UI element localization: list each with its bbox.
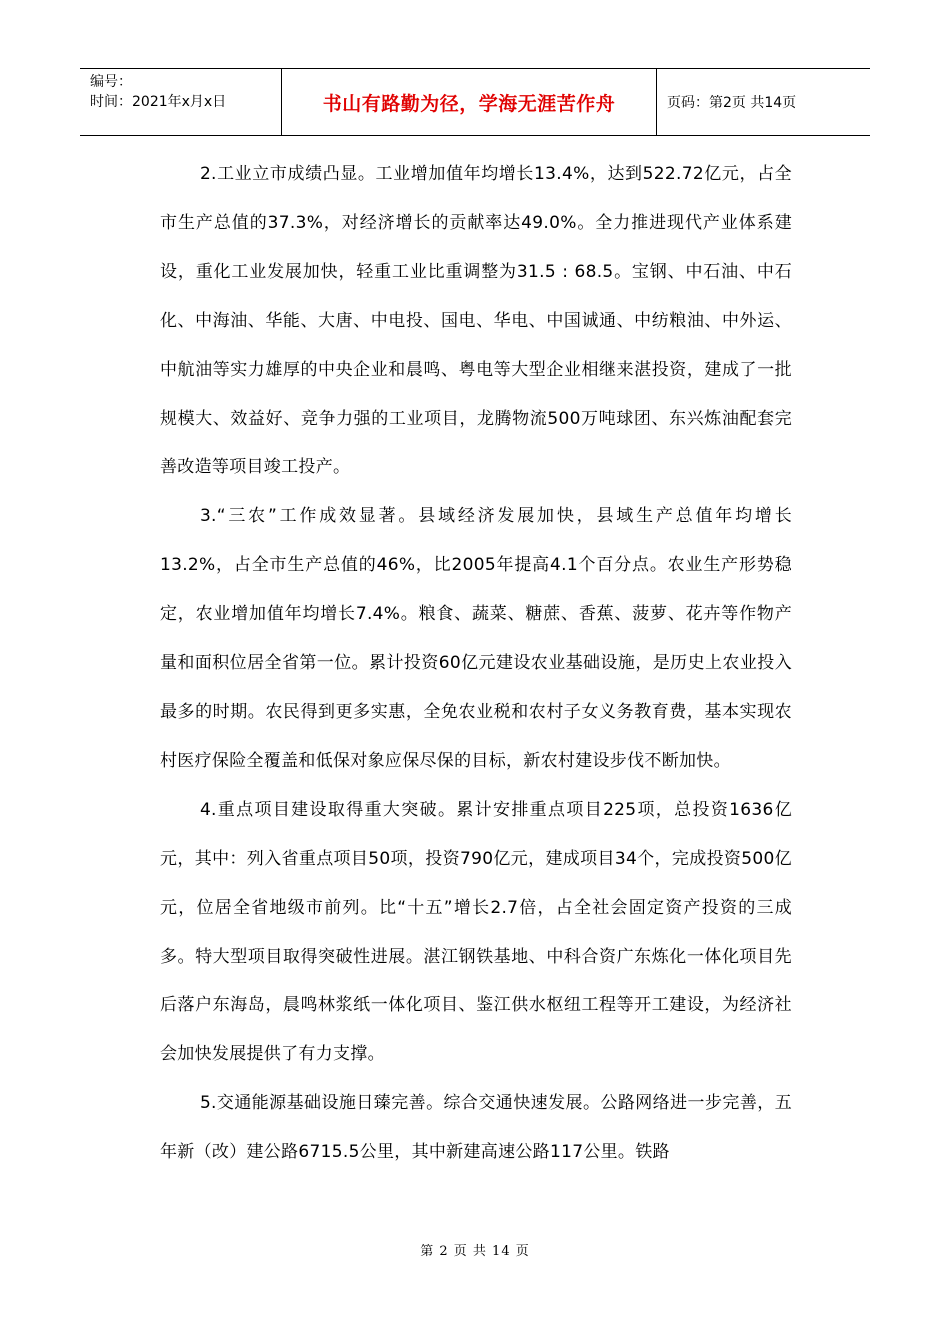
page-footer: 第 2 页 共 14 页: [420, 1244, 530, 1259]
document-date-label: 时间：2021年x月x日: [90, 94, 227, 110]
header-page-label: 页码：第2页 共14页: [667, 95, 797, 111]
document-header: [80, 68, 870, 136]
document-body: [160, 150, 792, 1177]
header-meta: [80, 69, 282, 135]
document-number-label: 编号：: [90, 74, 132, 90]
header-page-info: [657, 69, 870, 135]
paragraph-agriculture: 3.“三农”工作成效显著。县域经济发展加快，县域生产总值年均增长13.2%，占全市生产总值的46%，比2005年提高4.1个百分点。农业生产形势稳定，农业增加值年均增长7.4%。粮食、蔬菜、糖蔗、香蕉、菠萝、花卉等作物产量和面积位居全省第一位。累计投资60亿元建设农业基础设施，是历史上农业投入最多的时期。农民得到更多实惠，全免农业税和农村子女义务教育费，基本实现农村医疗保险全覆盖和低保对象应保尽保的目标，新农村建设步伐不断加快。: [160, 506, 792, 771]
paragraph-industry: 2.工业立市成绩凸显。工业增加值年均增长13.4%，达到522.72亿元，占全市生产总值的37.3%，对经济增长的贡献率达49.0%。全力推进现代产业体系建设，重化工业发展加快，轻重工业比重调整为31.5 : 68.5。宝钢、中石油、中石化、中海油、华能、大唐、中电投、国电、华电、中国诚通、中纺粮油、中外运、中航油等实力雄厚的中央企业和晨鸣、粤电等大型企业相继来湛投资，建成了一批规模大、效益好、竞争力强的工业项目，龙腾物流500万吨球团、东兴炼油配套完善改造等项目竣工投产。: [160, 164, 792, 478]
paragraph-key-projects: 4.重点项目建设取得重大突破。累计安排重点项目225项，总投资1636亿元，其中：列入省重点项目50项，投资790亿元，建成项目34个，完成投资500亿元，位居全省地级市前列。比“十五”增长2.7倍，占全社会固定资产投资的三成多。特大型项目取得突破性进展。湛江钢铁基地、中科合资广东炼化一体化项目先后落户东海岛，晨鸣林浆纸一体化项目、鉴江供水枢纽工程等开工建设，为经济社会加快发展提供了有力支撑。: [160, 799, 792, 1065]
paragraph-infrastructure: 5.交通能源基础设施日臻完善。综合交通快速发展。公路网络进一步完善，五年新（改）建公路6715.5公里，其中新建高速公路117公里。铁路: [160, 1093, 792, 1163]
header-motto: 书山有路勤为径，学海无涯苦作舟: [282, 69, 657, 135]
